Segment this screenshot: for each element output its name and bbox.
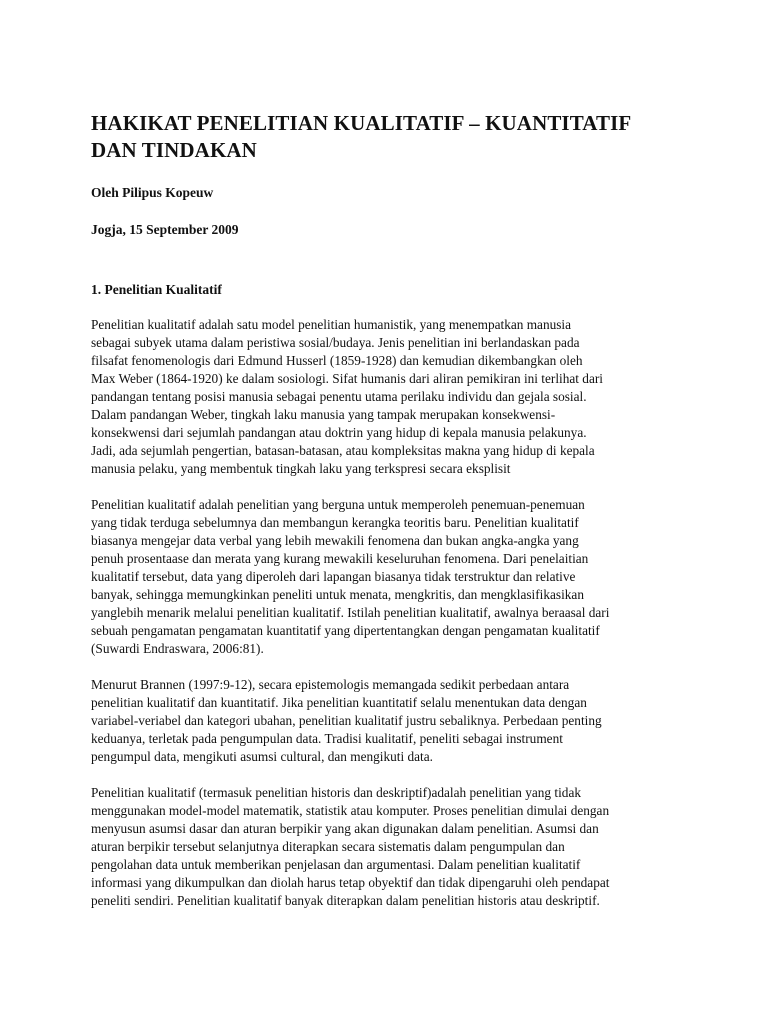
paragraph-3: Menurut Brannen (1997:9-12), secara epistemologis memangada sedikit perbedaan antara penelitian kualitatif dan kuantitatif. Jika penelitian kuantitatif selalu menentukan data dengan variabel-veriabel dan kategori ubahan, penelitian kualitatif justru sebaliknya. Perbedaan penting keduanya, terletak pada pengumpulan data. Tradisi kualitatif, peneliti sebagai instrument pengumpul data, mengikuti asumsi cultural, dan mengikuti data. <box>91 677 602 764</box>
date-line: Jogja, 15 September 2009 <box>91 222 239 237</box>
paragraph-1: Penelitian kualitatif adalah satu model penelitian humanistik, yang menempatkan manusia sebagai subyek utama dalam peristiwa sosial/budaya. Jenis penelitian ini berlandaskan pada filsafat fenomenologis dari Edmund Husserl (1859-1928) dan kemudian dikembangkan oleh Max Weber (1864-1920) ke dalam sosiologi. Sifat humanis dari aliran pemikiran ini terlihat dari pandangan tentang posisi manusia sebagai penentu utama perilaku individu dan gejala sosial. Dalam pandangan Weber, tingkah laku manusia yang tampak merupakan konsekwensi- konsekwensi dari sejumlah pandangan atau doktrin yang hidup di kepala manusia pelakunya. Jadi, ada sejumlah pengertian, batasan-batasan, atau kompleksitas makna yang hidup di kepala manusia pelaku, yang membentuk tingkah laku yang terkspresi secara eksplisit <box>91 317 603 476</box>
paragraph-4: Penelitian kualitatif (termasuk penelitian historis dan deskriptif)adalah penelitian yang tidak menggunakan model-model matematik, statistik atau komputer. Proses penelitian dimulai dengan menyusun asumsi dasar dan aturan berpikir yang akan digunakan dalam penelitian. Asumsi dan aturan berpikir tersebut selanjutnya diterapkan secara sistematis dalam pengumpulan dan pengolahan data untuk memberikan penjelasan dan argumentasi. Dalam penelitian kualitatif informasi yang dikumpulkan dan diolah harus tetap obyektif dan tidak dipengaruhi oleh pendapat peneliti sendiri. Penelitian kualitatif banyak diterapkan dalam penelitian historis atau deskriptif. <box>91 785 610 908</box>
author-line: Oleh Pilipus Kopeuw <box>91 185 214 200</box>
section-heading: 1. Penelitian Kualitatif <box>91 282 222 297</box>
document-title: HAKIKAT PENELITIAN KUALITATIF – KUANTITATIF DAN TINDAKAN <box>91 111 632 162</box>
paragraph-2: Penelitian kualitatif adalah penelitian yang berguna untuk memperoleh penemuan-penemuan yang tidak terduga sebelumnya dan membangun kerangka teoritis baru. Penelitian kualitatif biasanya mengejar data verbal yang lebih mewakili fenomena dan bukan angka-angka yang penuh prosentaase dan merata yang kurang mewakili keseluruhan fenomena. Dari penelaitian kualitatif tersebut, data yang diperoleh dari lapangan biasanya tidak terstruktur dan relative banyak, sehingga memungkinkan peneliti untuk menata, mengkritis, dan mengklasifikasikan yanglebih menarik melalui penelitian kualitatif. Istilah penelitian kualitatif, awalnya beraasal dari sebuah pengamatan pengamatan kuantitatif yang dipertentangkan dengan pengamatan kualitatif (Suwardi Endraswara, 2006:81). <box>91 497 610 656</box>
